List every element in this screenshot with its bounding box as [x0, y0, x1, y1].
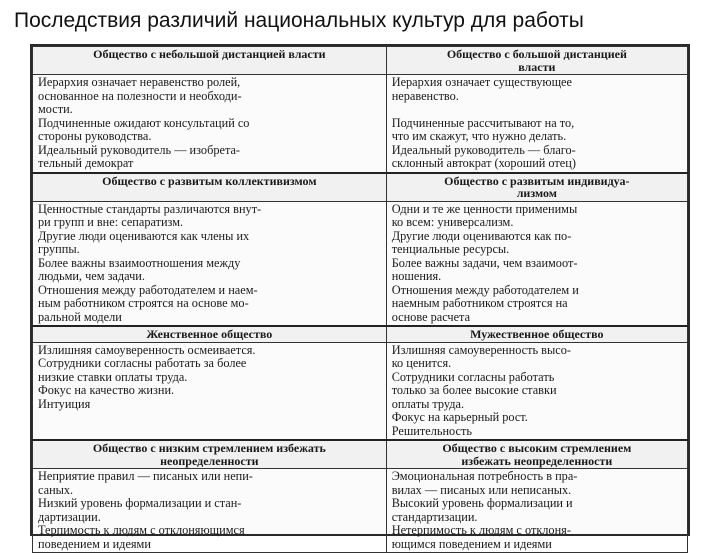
left-column-text-line: ным работником строятся на основе мо- [38, 296, 249, 310]
left-column-text [33, 201, 387, 326]
left-column-text-line: Идеальный руководитель — изобрета- [38, 142, 241, 157]
right-column-text-line: ношения. [391, 269, 442, 283]
left-column-text-line: основанное на полезности и необходи- [38, 88, 242, 103]
right-column-text-line: ко ценится. [391, 356, 452, 370]
left-column-text-line: Подчиненные ожидают консультаций со [38, 115, 250, 130]
right-column-text-line: Более важны задачи, чем взаимоот- [391, 255, 578, 270]
left-column-text-line: группы. [38, 242, 80, 256]
left-column-header [33, 47, 387, 75]
right-column-text-line: тенциальные ресурсы. [391, 242, 510, 256]
scanned-table-image [30, 44, 690, 551]
right-column-text-line: что им скажут, что нужно делать. [391, 129, 567, 143]
left-column-text [33, 75, 387, 173]
right-column-header-line: лизмом [516, 186, 557, 200]
left-column-text-line: тельный демократ [38, 156, 134, 170]
left-column-header-line: Общество с низким стремлением избежать [92, 441, 326, 455]
left-column-header-line: неопределенности [160, 453, 259, 468]
right-column-header [386, 47, 687, 75]
section-body-row [33, 75, 688, 173]
left-column-text-line: Ценностные стандарты различаются внут- [38, 201, 262, 216]
left-column-text-line: ральной модели [38, 309, 122, 324]
right-column-text-line [392, 103, 682, 117]
left-column-text-line: Фокус на качество жизни. [38, 383, 175, 397]
left-column-header [33, 173, 387, 202]
right-column-text [386, 201, 687, 326]
right-column-text-line: Другие люди оцениваются как по- [391, 228, 572, 243]
right-column-header [386, 440, 687, 469]
right-column-header-line: Мужественное общество [470, 327, 604, 341]
left-column-text-line: Отношения между работодателем и наем- [38, 282, 258, 297]
right-column-text-line: только за более высокие ставки [391, 383, 557, 397]
right-column-header-line: Общество с большой дистанцией [446, 47, 627, 61]
right-column-text-line: наемным работником строятся на [391, 296, 568, 310]
right-column-text-line: Нетерпимость к людям с отклоня- [391, 523, 571, 537]
section-body-row [33, 201, 688, 326]
right-column-text-line: вилах — писаных или неписаных. [391, 482, 572, 497]
left-column-text-line: Терпимость к людям с отклоняющимся [38, 523, 245, 537]
right-column-header-line: избежать неопределенности [461, 453, 613, 468]
left-column-text-line: Иерархия означает неравенство ролей, [38, 75, 241, 89]
right-column-text-line: Одни и те же ценности применимы [391, 201, 578, 216]
right-column-text-line: Решительность [391, 423, 472, 438]
right-column-header-line: Общество с высоким стремлением [442, 441, 632, 455]
section-body-row [33, 469, 688, 553]
right-column-text-line: Высокий уровень формализации и [391, 496, 573, 510]
left-column-text-line: Более важны взаимоотношения между [38, 255, 241, 270]
left-column-text-line: мости. [38, 102, 73, 116]
section-header-row [33, 440, 688, 469]
left-column-text-line: людьми, чем задачи. [38, 269, 145, 283]
right-column-text-line: склонный автократ (хороший отец) [391, 156, 576, 170]
left-column-text-line: стороны руководства. [38, 129, 152, 143]
left-column-text-line: Излишняя самоуверенность осмеивается. [38, 342, 256, 357]
left-column-text-line: ри групп и вне: сепаратизм. [38, 215, 184, 229]
right-column-text-line: Отношения между работодателем и [391, 282, 579, 297]
slide-title: Последствия различий национальных культур для работы [14, 9, 584, 32]
right-column-text-line: Идеальный руководитель — благо- [391, 142, 576, 157]
left-column-text-line: Сотрудники согласны работать за более [38, 356, 247, 370]
left-column-header [33, 326, 387, 342]
left-column-text-line: дартизации. [38, 509, 101, 524]
right-column-text-line: основе расчета [391, 309, 471, 324]
left-column-text-line: Интуиция [38, 396, 91, 411]
right-column-text-line: Сотрудники согласны работать [391, 369, 555, 384]
right-column-text-line: ющимся поведением и идеями [391, 536, 552, 551]
right-column-text-line: оплаты труда. [391, 396, 465, 411]
left-column-text-line: Другие люди оцениваются как члены их [38, 228, 250, 243]
right-column-text-line: стандартизации. [391, 509, 478, 524]
right-column-text-line: ко всем: универсализм. [391, 215, 514, 229]
left-column-text-line: саных. [38, 482, 74, 497]
right-column-header [386, 173, 687, 202]
right-column-text-line: Фокус на карьерный рост. [391, 410, 528, 424]
left-column-text-line: низкие ставки оплаты труда. [38, 369, 188, 384]
section-header-row [33, 173, 688, 202]
right-column-header-line: власти [518, 59, 556, 74]
left-column-text [33, 469, 387, 553]
right-column-text [386, 75, 687, 173]
section-body-row [33, 342, 688, 440]
section-header-row [33, 47, 688, 75]
section-header-row [33, 326, 688, 342]
left-column-header [33, 440, 387, 469]
culture-comparison-table [32, 46, 688, 553]
right-column-text-line: Подчиненные рассчитывают на то, [391, 115, 575, 130]
left-column-text-line: Низкий уровень формализации и стан- [38, 496, 242, 510]
right-column-header [386, 326, 687, 342]
left-column-header-line: Женственное общество [146, 327, 273, 341]
right-column-text [386, 469, 687, 553]
right-column-text-line: неравенство. [391, 88, 459, 103]
left-column-text [33, 342, 387, 440]
left-column-header-line: Общество с развитым коллективизмом [102, 173, 317, 188]
right-column-text-line: Иерархия означает существующее [391, 75, 572, 89]
right-column-text-line: Излишняя самоуверенность высо- [391, 342, 571, 357]
left-column-text-line: Неприятие правил — писаных или непи- [38, 469, 253, 483]
left-column-header-line: Общество с небольшой дистанцией власти [93, 47, 326, 61]
right-column-text-line: Эмоциональная потребность в пра- [391, 469, 578, 483]
left-column-text-line: поведением и идеями [38, 536, 151, 551]
right-column-header-line: Общество с развитым индивидуа- [444, 173, 630, 188]
right-column-text [386, 342, 687, 440]
